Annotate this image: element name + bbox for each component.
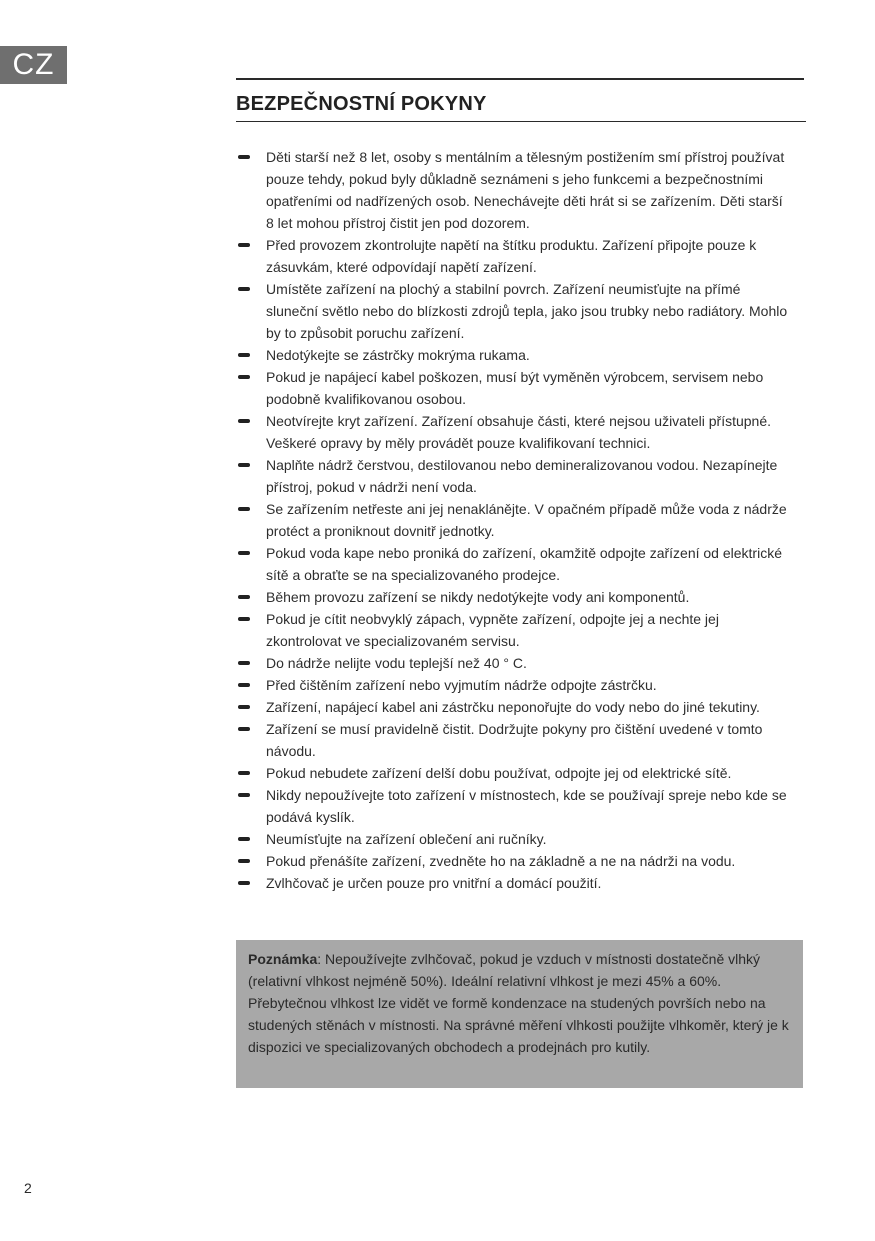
list-item-text: Pokud nebudete zařízení delší dobu používat, odpojte jej od elektrické sítě.: [266, 765, 732, 781]
list-item-text: Se zařízením netřeste ani jej nenaklánějte. V opačném případě může voda z nádrže protéct a proniknout dovnitř jednotky.: [266, 501, 787, 539]
list-item: [236, 696, 788, 718]
bullet-icon: [238, 243, 250, 247]
bullet-icon: [238, 661, 250, 665]
list-item: [236, 850, 788, 872]
note-separator: :: [317, 951, 326, 967]
bullet-icon: [238, 551, 250, 555]
list-item: [236, 366, 788, 410]
list-item: [236, 542, 788, 586]
list-item-text: Zvlhčovač je určen pouze pro vnitřní a domácí použití.: [266, 875, 602, 891]
bullet-icon: [238, 375, 250, 379]
list-item-text: Neumísťujte na zařízení oblečení ani ručníky.: [266, 831, 547, 847]
bullet-icon: [238, 683, 250, 687]
list-item-text: Zařízení se musí pravidelně čistit. Dodržujte pokyny pro čištění uvedené v tomto návodu.: [266, 721, 763, 759]
language-tab: CZ: [0, 46, 67, 84]
list-item: [236, 652, 788, 674]
list-item: [236, 608, 788, 652]
title-underline: [236, 121, 806, 122]
list-item: [236, 586, 788, 608]
list-item-text: Nikdy nepoužívejte toto zařízení v místnostech, kde se používají spreje nebo kde se podává kyslík.: [266, 787, 787, 825]
page-number: 2: [24, 1180, 32, 1196]
note-box: [236, 940, 803, 1088]
note-label: Poznámka: [248, 951, 318, 967]
list-item-text: Během provozu zařízení se nikdy nedotýkejte vody ani komponentů.: [266, 589, 690, 605]
list-item: [236, 498, 788, 542]
list-item-text: Naplňte nádrž čerstvou, destilovanou nebo demineralizovanou vodou. Nezapínejte přístroj, pokud v nádrži není voda.: [266, 457, 778, 495]
list-item-text: Děti starší než 8 let, osoby s mentálním a tělesným postižením smí přístroj používat pouze tehdy, pokud byly důkladně seznámeni s jeho funkcemi a bezpečnostními opatřeními od nadřízených osob. Nenechávejte děti hrát si se zařízením. Děti starší 8 let mohou přístroj čistit jen pod dozorem.: [266, 149, 785, 231]
bullet-icon: [238, 793, 250, 797]
bullet-icon: [238, 617, 250, 621]
bullet-icon: [238, 705, 250, 709]
bullet-icon: [238, 419, 250, 423]
bullet-icon: [238, 771, 250, 775]
bullet-icon: [238, 837, 250, 841]
bullet-icon: [238, 353, 250, 357]
list-item: [236, 784, 788, 828]
list-item: [236, 234, 788, 278]
section-title: BEZPEČNOSTNÍ POKYNY: [236, 93, 487, 115]
list-item: [236, 828, 788, 850]
list-item-text: Před provozem zkontrolujte napětí na štítku produktu. Zařízení připojte pouze k zásuvkám, které odpovídají napětí zařízení.: [266, 237, 757, 275]
top-divider: [236, 78, 804, 80]
bullet-icon: [238, 155, 250, 159]
list-item-text: Zařízení, napájecí kabel ani zástrčku neponořujte do vody nebo do jiné tekutiny.: [266, 699, 760, 715]
list-item-text: Do nádrže nelijte vodu teplejší než 40 ° C.: [266, 655, 527, 671]
list-item: [236, 278, 788, 344]
bullet-icon: [238, 859, 250, 863]
bullet-icon: [238, 507, 250, 511]
list-item-text: Pokud přenášíte zařízení, zvedněte ho na základně a ne na nádrži na vodu.: [266, 853, 736, 869]
bullet-icon: [238, 881, 250, 885]
safety-instructions-list: [236, 146, 788, 894]
list-item: [236, 410, 788, 454]
list-item: [236, 872, 788, 894]
list-item: [236, 762, 788, 784]
bullet-icon: [238, 463, 250, 467]
bullet-icon: [238, 595, 250, 599]
list-item-text: Pokud voda kape nebo proniká do zařízení, okamžitě odpojte zařízení od elektrické sítě a obraťte se na specializovaného prodejce.: [266, 545, 782, 583]
list-item-text: Neotvírejte kryt zařízení. Zařízení obsahuje části, které nejsou uživateli přístupné. Veškeré opravy by měly provádět pouze kvalifikovaní technici.: [266, 413, 772, 451]
list-item: [236, 718, 788, 762]
bullet-icon: [238, 287, 250, 291]
list-item: [236, 674, 788, 696]
list-item-text: Pokud je cítit neobvyklý zápach, vypněte zařízení, odpojte jej a nechte jej zkontrolovat ve specializovaném servisu.: [266, 611, 719, 649]
list-item-text: Nedotýkejte se zástrčky mokrýma rukama.: [266, 347, 530, 363]
bullet-icon: [238, 727, 250, 731]
list-item-text: Pokud je napájecí kabel poškozen, musí být vyměněn výrobcem, servisem nebo podobně kvalifikovanou osobou.: [266, 369, 764, 407]
list-item: [236, 344, 788, 366]
note-text: Nepoužívejte zvlhčovač, pokud je vzduch v místnosti dostatečně vlhký (relativní vlhkost nejméně 50%). Ideální relativní vlhkost je mezi 45% a 60%. Přebytečnou vlhkost lze vidět ve formě kondenzace na studených površích nebo na studených stěnách v místnosti. Na správné měření vlhkosti použijte vlhkoměr, který je k dispozici ve specializovaných obchodech a prodejnách pro kutily.: [248, 951, 789, 1055]
list-item-text: Před čištěním zařízení nebo vyjmutím nádrže odpojte zástrčku.: [266, 677, 657, 693]
list-item: [236, 454, 788, 498]
list-item: [236, 146, 788, 234]
list-item-text: Umístěte zařízení na plochý a stabilní povrch. Zařízení neumisťujte na přímé sluneční světlo nebo do blízkosti zdrojů tepla, jako jsou trubky nebo radiátory. Mohlo by to způsobit poruchu zařízení.: [266, 281, 788, 341]
